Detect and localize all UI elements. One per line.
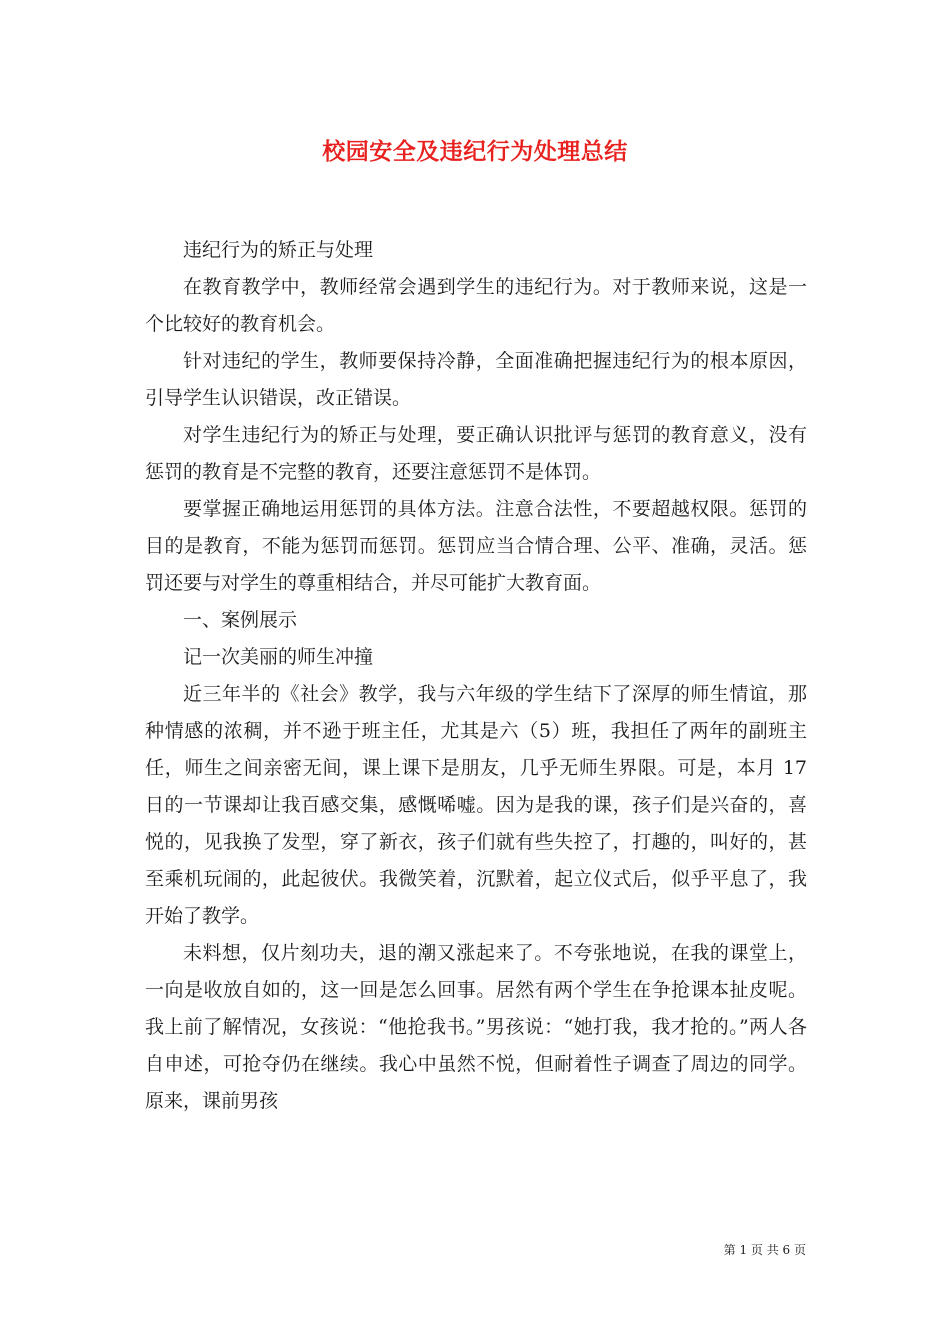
document-body [145, 232, 807, 1120]
section-heading: 一、案例展示 [183, 609, 298, 631]
case-title: 记一次美丽的师生冲撞 [183, 646, 374, 668]
paragraph: 在教育教学中，教师经常会遇到学生的违纪行为。对于教师来说，这是一个比较好的教育机会。 [145, 276, 807, 335]
paragraph: 针对违纪的学生，教师要保持冷静，全面准确把握违纪行为的根本原因，引导学生认识错误，改正错误。 [145, 350, 807, 409]
paragraph: 未料想，仅片刻功夫，退的潮又涨起来了。不夸张地说，在我的课堂上，一向是收放自如的，这一回是怎么回事。居然有两个学生在争抢课本扯皮呢。我上前了解情况，女孩说：“他抢我书。”男孩说：“她打我，我才抢的。”两人各自申述，可抢夺仍在继续。我心中虽然不悦，但耐着性子调查了周边的同学。原来，课前男孩 [145, 942, 807, 1112]
section-heading: 违纪行为的矫正与处理 [183, 239, 374, 261]
paragraph: 近三年半的《社会》教学，我与六年级的学生结下了深厚的师生情谊，那种情感的浓稠，并不逊于班主任，尤其是六（5）班，我担任了两年的副班主任，师生之间亲密无间，课上课下是朋友，几乎无师生界限。可是，本月 17 日的一节课却让我百感交集，感慨唏嘘。因为是我的课，孩子们是兴奋的，喜悦的，见我换了发型，穿了新衣，孩子们就有些失控了，打趣的，叫好的，甚至乘机玩闹的，此起彼伏。我微笑着，沉默着，起立仪式后，似乎平息了，我开始了教学。 [145, 683, 807, 927]
paragraph: 对学生违纪行为的矫正与处理，要正确认识批评与惩罚的教育意义，没有惩罚的教育是不完整的教育，还要注意惩罚不是体罚。 [145, 424, 807, 483]
document-title: 校园安全及违纪行为处理总结 [322, 138, 628, 165]
page-number: 第 1 页 共 6 页 [723, 1243, 806, 1257]
paragraph: 要掌握正确地运用惩罚的具体方法。注意合法性，不要超越权限。惩罚的目的是教育，不能为惩罚而惩罚。惩罚应当合情合理、公平、准确，灵活。惩罚还要与对学生的尊重相结合，并尽可能扩大教育面。 [145, 498, 807, 594]
